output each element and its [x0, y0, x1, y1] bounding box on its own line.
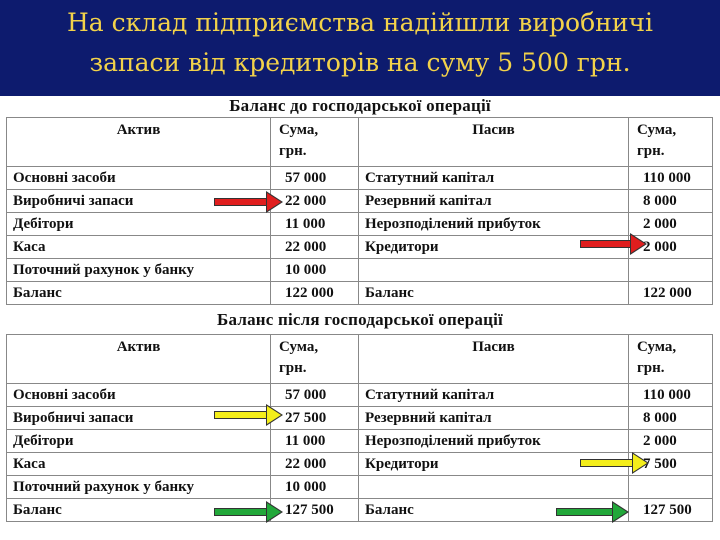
- arrow-head: [631, 235, 645, 253]
- asset-name: Баланс: [7, 499, 271, 522]
- liability-sum: 127 500: [629, 499, 713, 522]
- asset-sum: 10 000: [271, 259, 359, 282]
- asset-sum: 22 000: [271, 236, 359, 259]
- arrow-shaft: [214, 198, 268, 206]
- sum-header-line1: Сума,: [279, 122, 319, 138]
- table-row: [7, 259, 713, 282]
- before-table-title: Баланс до господарської операції: [229, 96, 491, 115]
- liability-name: Резервний капітал: [359, 190, 629, 213]
- liability-name: Статутний капітал: [359, 384, 629, 407]
- asset-sum: 122 000: [271, 282, 359, 305]
- asset-sum: 57 000: [271, 167, 359, 190]
- arrow-shaft: [214, 508, 268, 516]
- table-row: [7, 430, 713, 453]
- table-row: [7, 476, 713, 499]
- liability-name: Нерозподілений прибуток: [359, 213, 629, 236]
- asset-sum: 22 000: [271, 190, 359, 213]
- asset-name: Виробничі запаси: [7, 407, 271, 430]
- liability-header: Пасив: [359, 335, 629, 384]
- asset-sum: 27 500: [271, 407, 359, 430]
- sum-header-line1: Сума,: [637, 339, 677, 355]
- sum-header-line2: грн.: [637, 143, 665, 159]
- table-row: [7, 167, 713, 190]
- sum-header-line2: грн.: [279, 143, 307, 159]
- liability-header: Пасив: [359, 118, 629, 167]
- asset-sum: 57 000: [271, 384, 359, 407]
- asset-sum: 11 000: [271, 213, 359, 236]
- green-arrow-asset-total: [214, 506, 282, 518]
- table-row: [7, 190, 713, 213]
- sum-header-line1: Сума,: [637, 122, 677, 138]
- asset-name: Поточний рахунок у банку: [7, 476, 271, 499]
- asset-name: Баланс: [7, 282, 271, 305]
- table-row: [7, 213, 713, 236]
- slide-header: [0, 0, 720, 96]
- liability-sum: 2 000: [629, 236, 713, 259]
- asset-name: Основні засоби: [7, 167, 271, 190]
- asset-name: Дебітори: [7, 430, 271, 453]
- arrow-head: [267, 503, 281, 521]
- asset-name: Дебітори: [7, 213, 271, 236]
- liability-name: Статутний капітал: [359, 167, 629, 190]
- liability-sum-header: [629, 335, 713, 384]
- yellow-arrow-creditors: [580, 457, 648, 469]
- liability-sum: [629, 259, 713, 282]
- liability-name: Кредитори: [359, 453, 629, 476]
- sum-header-line2: грн.: [279, 360, 307, 376]
- after-table-title: Баланс після господарської операції: [217, 310, 503, 329]
- balance-after-table: [6, 334, 713, 522]
- liability-name: Кредитори: [359, 236, 629, 259]
- arrow-head: [633, 454, 647, 472]
- green-arrow-liability-total: [556, 506, 628, 518]
- table-row: [7, 407, 713, 430]
- asset-sum: 127 500: [271, 499, 359, 522]
- asset-header: Актив: [7, 118, 271, 167]
- liability-sum: 8 000: [629, 190, 713, 213]
- asset-name: Каса: [7, 453, 271, 476]
- arrow-head: [613, 503, 627, 521]
- table-header-row: [7, 118, 713, 167]
- asset-sum: 10 000: [271, 476, 359, 499]
- arrow-shaft: [580, 459, 634, 467]
- liability-sum-header: [629, 118, 713, 167]
- arrow-shaft: [214, 411, 268, 419]
- sum-header-line1: Сума,: [279, 339, 319, 355]
- liability-name: Резервний капітал: [359, 407, 629, 430]
- liability-sum: 2 000: [629, 430, 713, 453]
- liability-name: Баланс: [359, 499, 629, 522]
- asset-sum: 11 000: [271, 430, 359, 453]
- sum-header-line2: грн.: [637, 360, 665, 376]
- liability-name: Нерозподілений прибуток: [359, 430, 629, 453]
- arrow-shaft: [580, 240, 632, 248]
- asset-name: Каса: [7, 236, 271, 259]
- header-line-1: На склад підприємства надійшли виробничі: [66, 8, 654, 37]
- red-arrow-creditors: [580, 238, 646, 250]
- liability-sum: [629, 476, 713, 499]
- asset-name: Основні засоби: [7, 384, 271, 407]
- arrow-shaft: [556, 508, 614, 516]
- liability-sum: 7 500: [629, 453, 713, 476]
- balance-total-row: [7, 282, 713, 305]
- arrow-head: [267, 406, 281, 424]
- header-line-2: запаси від кредиторів на суму 5 500 грн.: [89, 48, 631, 77]
- liability-sum: 110 000: [629, 167, 713, 190]
- liability-name: [359, 476, 629, 499]
- table-header-row: [7, 335, 713, 384]
- asset-sum-header: [271, 335, 359, 384]
- asset-sum-header: [271, 118, 359, 167]
- asset-header: Актив: [7, 335, 271, 384]
- liability-sum: 2 000: [629, 213, 713, 236]
- liability-sum: 122 000: [629, 282, 713, 305]
- balance-before-table: [6, 117, 713, 305]
- asset-name: Виробничі запаси: [7, 190, 271, 213]
- red-arrow-inventory: [214, 196, 282, 208]
- asset-name: Поточний рахунок у банку: [7, 259, 271, 282]
- yellow-arrow-inventory: [214, 409, 282, 421]
- liability-name: Баланс: [359, 282, 629, 305]
- arrow-head: [267, 193, 281, 211]
- liability-name: [359, 259, 629, 282]
- asset-sum: 22 000: [271, 453, 359, 476]
- liability-sum: 110 000: [629, 384, 713, 407]
- table-row: [7, 384, 713, 407]
- liability-sum: 8 000: [629, 407, 713, 430]
